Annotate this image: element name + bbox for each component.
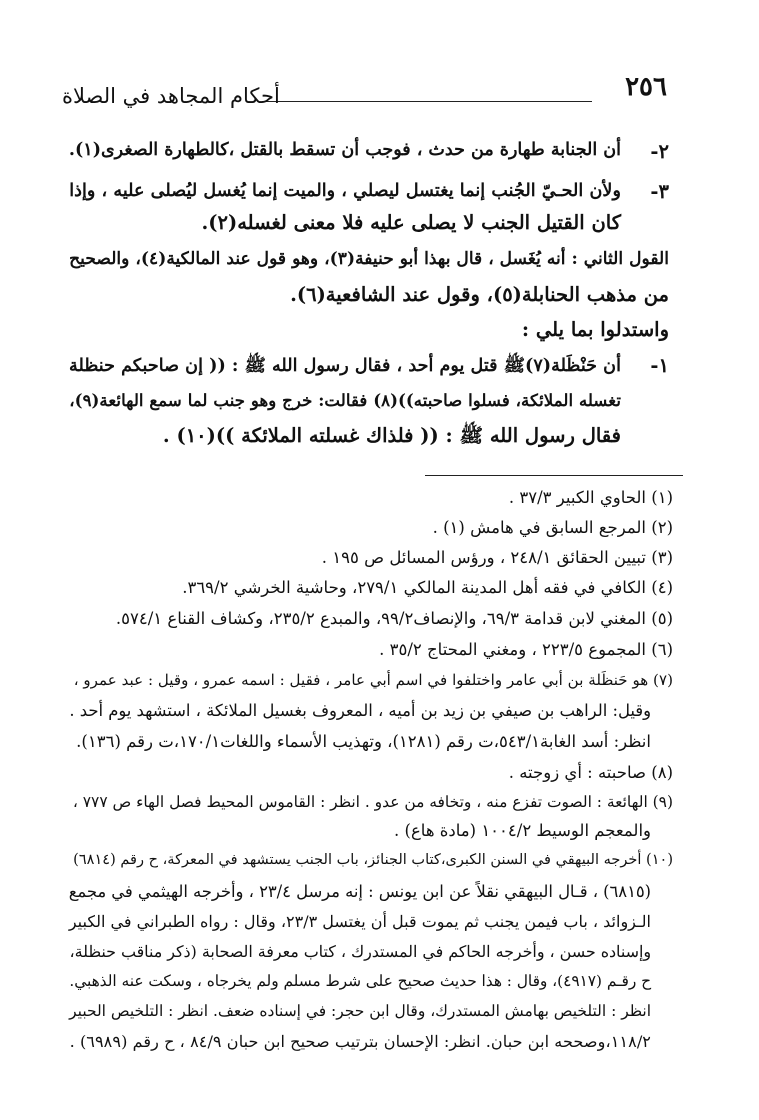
- footnote-9-line: والمعجم الوسيط ١٠٠٤/٢ (مادة هاع) .: [394, 821, 651, 840]
- footnote-10: (١٠) أخرجه البيهقي في السنن الكبرى،كتاب الجنائز، باب الجنب يستشهد في المعركة، ح رقم (٦٨١٤): [73, 852, 673, 868]
- body-line: ولأن الحـيّ الجُنب إنما يغتسل ليصلي ، والميت إنما يُغسل ليُصلى عليه ، وإذا: [69, 180, 621, 201]
- body-line: فقال رسول الله ﷺ : (( فلذاك غسلته الملائكة ))(١٠) .: [162, 424, 621, 447]
- footnote-9: (٩) الهائعة : الصوت تفزع منه ، وتخافه من عدو . انظر : القاموس المحيط فصل الهاء ص ٧٧٧ ،: [72, 793, 673, 811]
- body-line: القول الثاني : أنه يُغَسل ، قال بهذا أبو حنيفة(٣)، وهو قول عند المالكية(٤)، والصحيح: [69, 249, 669, 269]
- page-number: ٢٥٦: [625, 72, 667, 102]
- footnote-separator: [425, 475, 683, 476]
- footnote-10-line: (٦٨١٥) ، قـال البيهقي نقلاً عن ابن يونس : إنه مرسل ٢٣/٤ ، وأخرجه الهيثمي في مجمع: [68, 882, 651, 901]
- footnote-2: (٢) المرجع السابق في هامش (١) .: [432, 518, 673, 537]
- footnote-1: (١) الحاوي الكبير ٣٧/٣ .: [508, 488, 673, 507]
- body-line: أن حَنْظَلة(٧)ﷺ قتل يوم أحد ، فقال رسول الله ﷺ : (( إن صاحبكم حنظلة: [69, 355, 621, 376]
- footnote-10-line: ح رقـم (٤٩١٧)، وقال : هذا حديث صحيح على شرط مسلم ولم يخرجاه ، وسكت عنه الذهبي.: [69, 972, 651, 990]
- body-line: كان القتيل الجنب لا يصلى عليه فلا معنى لغسله(٢).: [201, 211, 621, 234]
- item-number: ١-: [650, 354, 669, 377]
- footnote-3: (٣) تبيين الحقائق ٢٤٨/١ ، ورؤس المسائل ص ١٩٥ .: [321, 548, 673, 567]
- body-line: أن الجنابة طهارة من حدث ، فوجب أن تسقط بالقتل ،كالطهارة الصغرى(١).: [68, 140, 621, 160]
- item-number: ٣-: [650, 180, 669, 203]
- footnote-7: (٧) هو حَنظَلة بن أبي عامر واختلفوا في اسم أبي عامر ، فقيل : اسمه عمرو ، وقيل : عبد عمرو ،: [73, 671, 673, 689]
- body-line: تغسله الملائكة، فسلوا صاحبته))(٨) فقالت: خرج وهو جنب لما سمع الهائعة(٩)،: [69, 390, 621, 410]
- footnote-5: (٥) المغني لابن قدامة ٦٩/٣، والإنصاف٩٩/٢، والمبدع ٢٣٥/٢، وكشاف القناع ٥٧٤/١.: [115, 609, 673, 628]
- footnote-7-line: وقيل: الراهب بن صيفي بن زيد بن أميه ، المعروف بغسيل الملائكة ، استشهد يوم أحد .: [69, 701, 651, 720]
- running-title: أحكام المجاهد في الصلاة: [62, 84, 280, 108]
- footnote-10-line: ١١٨/٢،وصححه ابن حبان. انظر: الإحسان بترتيب صحيح ابن حبان ٨٤/٩ ، ح رقم (٦٩٨٩) .: [69, 1032, 651, 1051]
- footnote-6: (٦) المجموع ٢٢٣/٥ ، ومغني المحتاج ٣٥/٢ .: [379, 640, 673, 659]
- body-line: من مذهب الحنابلة(٥)، وقول عند الشافعية(٦).: [290, 283, 669, 306]
- footnote-4: (٤) الكافي في فقه أهل المدينة المالكي ٢٧٩/١، وحاشية الخرشي ٣٦٩/٢.: [182, 578, 673, 597]
- footnote-10-line: انظر : التلخيص بهامش المستدرك، وقال ابن حجر: في إسناده ضعف. انظر : التلخيص الحبير: [69, 1002, 651, 1020]
- footnote-8: (٨) صاحبته : أي زوجته .: [508, 763, 673, 782]
- item-number: ٢-: [650, 140, 669, 163]
- evidence-intro: واستدلوا بما يلي :: [521, 318, 669, 341]
- header-rule: [262, 101, 592, 102]
- footnote-7-line: انظر: أسد الغابة٥٤٣/١،ت رقم (١٢٨١)، وتهذيب الأسماء واللغات١٧٠/١،ت رقم (١٣٦).: [76, 732, 651, 751]
- footnote-10-line: الـزوائد ، باب فيمن يجنب ثم يموت قبل أن يغتسل ٢٣/٣، وقال : رواه الطبراني في الكبير: [68, 912, 651, 931]
- footnote-10-line: وإسناده حسن ، وأخرجه الحاكم في المستدرك ، كتاب معرفة الصحابة (ذكر مناقب حنظلة،: [69, 942, 651, 961]
